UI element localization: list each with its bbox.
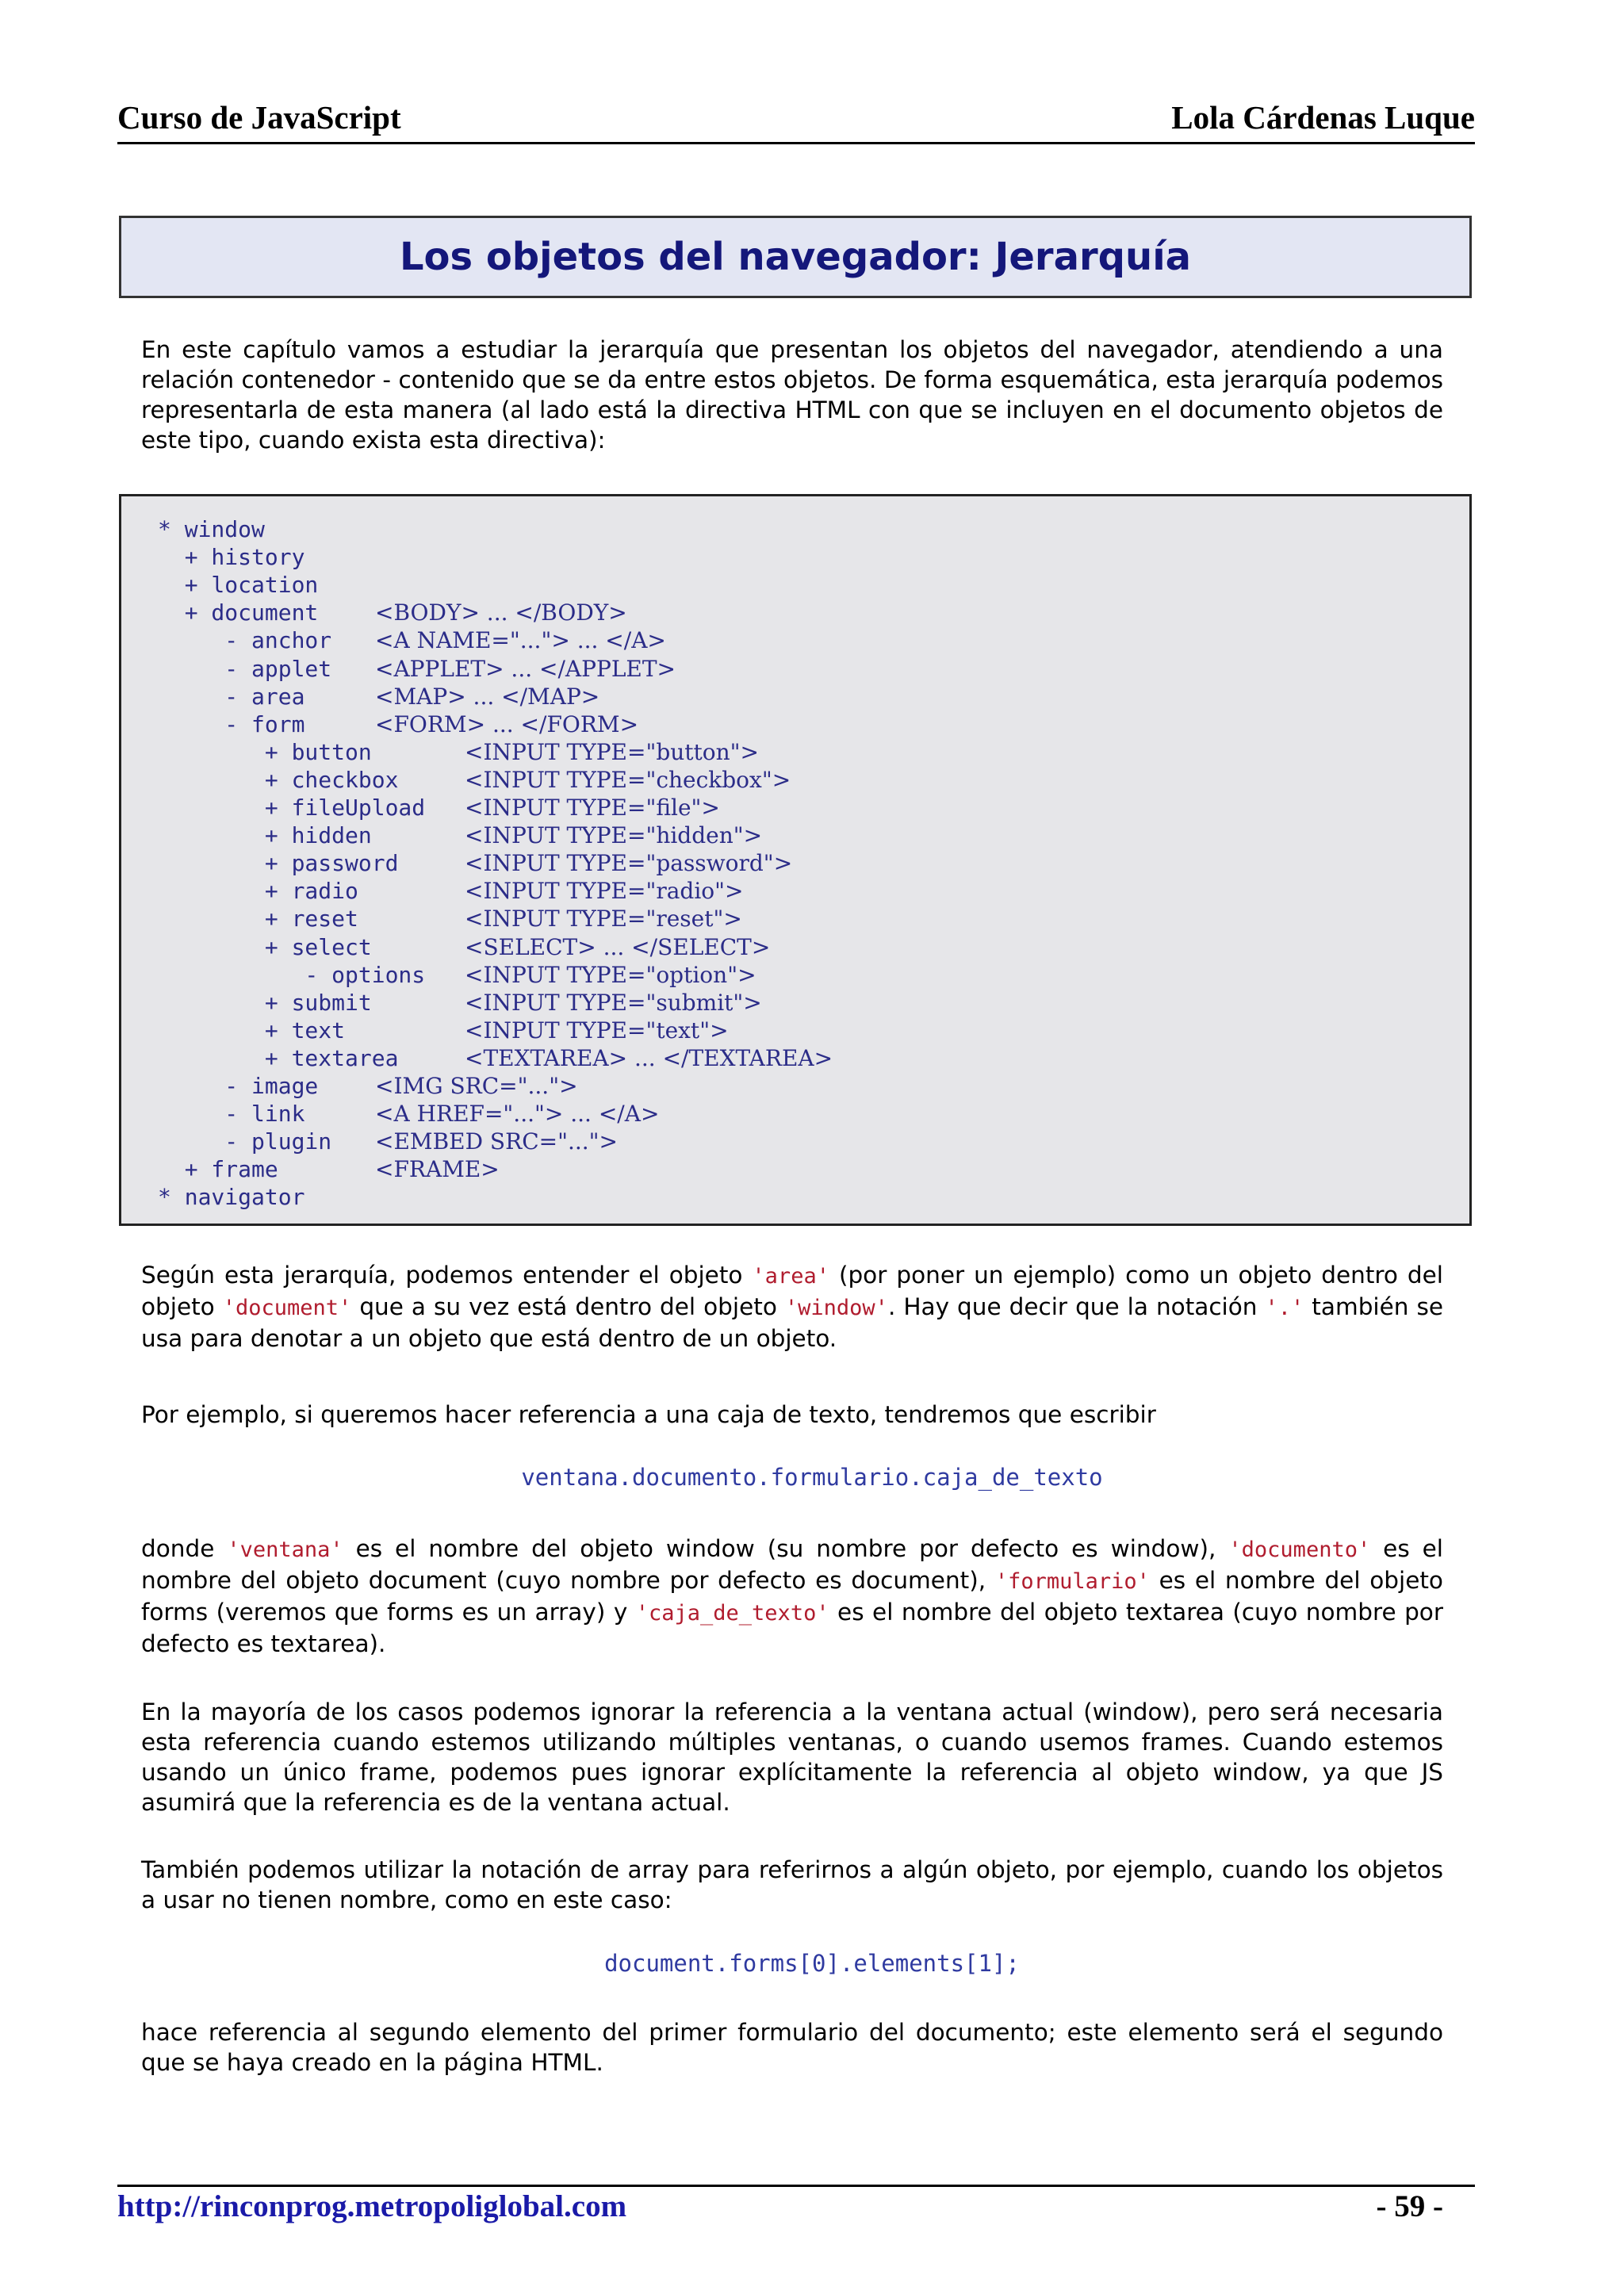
author-name: Lola Cárdenas Luque [1171, 99, 1475, 136]
intro-paragraph: En este capítulo vamos a estudiar la jerarquía que presentan los objetos del navegador, atendiendo a una relación contenedor - contenido que se da entre estos objetos. De forma esquemática, esta jerarquía podemos representarla de esta manera (al lado está la directiva HTML con que se incluyen en el documento objetos de este tipo, cuando exista esta directiva): [141, 336, 1443, 454]
hierarchy-html-tag: <FRAME> [375, 1156, 500, 1183]
hierarchy-object-item: + radio [158, 878, 358, 905]
hierarchy-html-tag: <A HREF="..."> ... </A> [375, 1101, 660, 1128]
window-reference-paragraph: En la mayoría de los casos podemos ignorar la referencia a la ventana actual (window), pero será necesaria esta referencia cuando estemos utilizando múltiples ventanas, o cuando usemos frames. Cuando estemos usando un único frame, podemos pues ignorar explícitamente la referencia al objeto window, ya que JS asumirá que la referencia es de la ventana actual. [141, 1698, 1443, 1816]
hierarchy-html-tag: <APPLET> ... </APPLET> [375, 655, 676, 682]
hierarchy-object-item: + hidden [158, 822, 372, 849]
hierarchy-object-item: - form [158, 710, 305, 737]
course-title: Curso de JavaScript [117, 99, 401, 136]
inline-code-dot: '.' [1265, 1296, 1304, 1320]
footer-url-link[interactable]: http://rinconprog.metropoliglobal.com [117, 2189, 627, 2223]
hierarchy-html-tag: <INPUT TYPE="text"> [465, 1017, 729, 1044]
hierarchy-html-tag: <INPUT TYPE="password"> [465, 850, 793, 877]
hierarchy-object-item: - applet [158, 655, 332, 682]
array-notation-paragraph: También podemos utilizar la notación de array para referirnos a algún objeto, por ejemplo, cuando los objetos a usar no tienen nombre, como en este caso: [141, 1856, 1443, 1913]
hierarchy-explanation-paragraph: Según esta jerarquía, podemos entender el objeto 'area' (por poner un ejemplo) como un objeto dentro del objeto 'document' que a su vez está dentro del objeto 'window'. Hay que decir que la notación '.' también se usa para denotar a un objeto que está dentro de un objeto. [141, 1262, 1443, 1352]
hierarchy-object-item: + button [158, 738, 372, 765]
hierarchy-object-item: + password [158, 850, 399, 877]
hierarchy-html-tag: <IMG SRC="..."> [375, 1073, 578, 1099]
page-number: - 59 - [1376, 2189, 1443, 2223]
array-example-code: document.forms[0].elements[1]; [604, 1950, 1020, 1977]
hierarchy-object-item: - image [158, 1073, 319, 1099]
hierarchy-object-item: + frame [158, 1156, 278, 1183]
reference-example-code: ventana.documento.formulario.caja_de_texto [521, 1464, 1103, 1491]
hierarchy-object-item: + submit [158, 989, 372, 1016]
hierarchy-html-tag: <SELECT> ... </SELECT> [465, 933, 771, 960]
hierarchy-html-tag: <INPUT TYPE="button"> [465, 738, 760, 765]
hierarchy-html-tag: <MAP> ... </MAP> [375, 683, 600, 710]
hierarchy-object-item: * window [158, 516, 265, 542]
hierarchy-html-tag: <BODY> ... </BODY> [375, 599, 627, 626]
hierarchy-html-tag: <INPUT TYPE="option"> [465, 961, 756, 988]
hierarchy-code-box [119, 494, 1472, 1226]
hierarchy-object-item: - anchor [158, 627, 332, 654]
hierarchy-object-item: + reset [158, 906, 358, 933]
inline-code-document: 'document' [222, 1296, 352, 1320]
example-intro-paragraph: Por ejemplo, si queremos hacer referencia a una caja de texto, tendremos que escribir [141, 1401, 1156, 1428]
hierarchy-html-tag: <A NAME="..."> ... </A> [375, 627, 666, 654]
hierarchy-html-tag: <INPUT TYPE="file"> [465, 795, 720, 821]
hierarchy-html-tag: <INPUT TYPE="checkbox"> [465, 766, 791, 793]
hierarchy-object-item: + textarea [158, 1044, 399, 1071]
footer-rule [117, 2185, 1475, 2187]
hierarchy-object-item: - link [158, 1101, 305, 1128]
hierarchy-html-tag: <FORM> ... </FORM> [375, 710, 639, 737]
hierarchy-html-tag: <TEXTAREA> ... </TEXTAREA> [465, 1044, 833, 1071]
hierarchy-object-item: - area [158, 683, 305, 710]
hierarchy-object-item: + location [158, 572, 319, 599]
hierarchy-html-tag: <EMBED SRC="..."> [375, 1128, 619, 1155]
chapter-title-box [119, 216, 1472, 298]
hierarchy-object-item: + fileUpload [158, 795, 426, 821]
reference-explanation-paragraph: donde 'ventana' es el nombre del objeto window (su nombre por defecto es window), 'documento' es el nombre del objeto document (cuyo nombre por defecto es document), 'formulario' es el nombre del objeto forms (veremos que forms es un array) y 'caja_de_texto' es el nombre del objeto textarea (cuyo nombre por defecto es textarea). [141, 1535, 1443, 1657]
inline-code-ventana: 'ventana' [227, 1538, 343, 1562]
hierarchy-object-item: + history [158, 544, 305, 571]
hierarchy-html-tag: <INPUT TYPE="radio"> [465, 878, 744, 905]
hierarchy-object-item: + text [158, 1017, 346, 1044]
page-header [117, 97, 1475, 144]
inline-code-documento: 'documento' [1228, 1538, 1371, 1562]
hierarchy-html-tag: <INPUT TYPE="hidden"> [465, 822, 763, 849]
hierarchy-object-item: + checkbox [158, 766, 399, 793]
chapter-title: Los objetos del navegador: Jerarquía [399, 235, 1192, 279]
inline-code-area: 'area' [752, 1264, 829, 1289]
hierarchy-html-tag: <INPUT TYPE="reset"> [465, 906, 742, 933]
hierarchy-object-item: - options [158, 961, 426, 988]
hierarchy-object-item: - plugin [158, 1128, 332, 1155]
hierarchy-object-item: + document [158, 599, 319, 626]
array-explanation-paragraph: hace referencia al segundo elemento del primer formulario del documento; este elemento será el segundo que se haya creado en la página HTML. [141, 2019, 1443, 2076]
hierarchy-object-item: + select [158, 933, 372, 960]
hierarchy-html-tag: <INPUT TYPE="submit"> [465, 989, 762, 1016]
inline-code-caja-de-texto: 'caja_de_texto' [635, 1601, 829, 1626]
hierarchy-object-item: * navigator [158, 1184, 305, 1211]
inline-code-formulario: 'formulario' [994, 1569, 1150, 1594]
inline-code-window: 'window' [784, 1296, 888, 1320]
